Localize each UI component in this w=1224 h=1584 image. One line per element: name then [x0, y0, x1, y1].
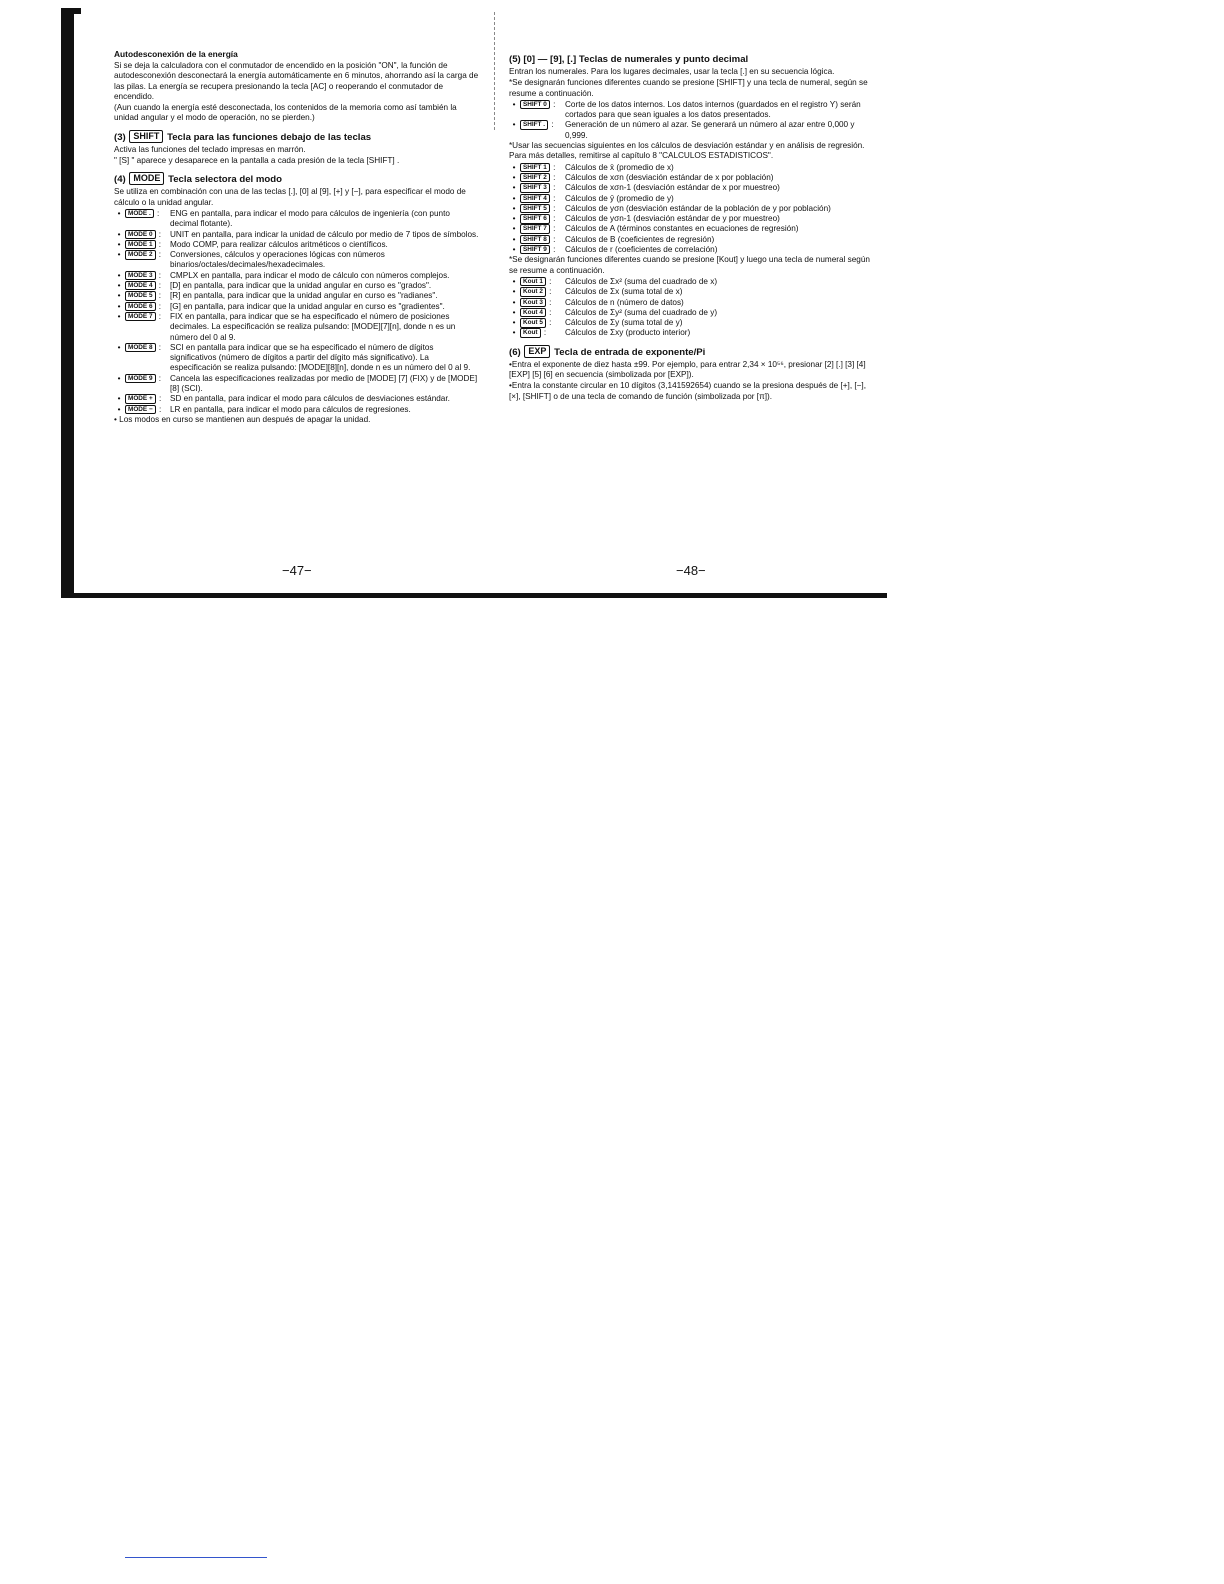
- key-sequence: MODE 1 :: [124, 240, 170, 250]
- list-item: [509, 194, 873, 204]
- list-item: [114, 209, 480, 230]
- section-3-number: (3): [114, 131, 126, 143]
- list-item: [114, 240, 480, 250]
- bullet-icon: •: [117, 394, 121, 404]
- section-6-text-1: •Entra el exponente de diez hasta ±99. Por ejemplo, para entrar 2,34 × 10⁵⁶, presionar [2] [.] [3] [4] [EXP] [5] [6] en secuencia (simbolizada por [EXP]).: [509, 359, 866, 380]
- list-item: [509, 100, 873, 121]
- list-item: [509, 173, 873, 183]
- bullet-icon: •: [117, 270, 121, 280]
- bullet-icon: •: [512, 99, 516, 109]
- list-item-text: Cálculos de yσn-1 (desviación estándar de y por muestreo): [565, 214, 780, 224]
- list-item: [509, 224, 873, 234]
- list-item-text: Cálculos de Σx² (suma del cuadrado de x): [565, 276, 718, 286]
- section-5-title: Teclas de numerales y punto decimal: [578, 54, 749, 65]
- list-item-text: Cálculos de yσn (desviación estándar de la población de y por población): [565, 203, 831, 213]
- key-sequence: SHIFT 6 :: [519, 214, 565, 224]
- auto-off-heading: Autodesconexión de la energía: [114, 49, 238, 59]
- bullet-icon: •: [117, 229, 121, 239]
- section-5-heading: [509, 54, 873, 66]
- key-sequence: MODE − :: [124, 405, 170, 415]
- bullet-icon: •: [117, 239, 121, 249]
- key-sequence: SHIFT 5 :: [519, 204, 565, 214]
- list-item: [114, 271, 480, 281]
- bullet-icon: •: [117, 342, 121, 352]
- section-5-text-1: Entran los numerales. Para los lugares decimales, usar la tecla [.] en su secuencia lógica.: [509, 67, 835, 76]
- bullet-icon: •: [512, 120, 516, 130]
- center-fold-mark: [494, 12, 495, 130]
- key-sequence: MODE 0 :: [124, 230, 170, 240]
- list-item-text: [R] en pantalla, para indicar que la unidad angular en curso es "radianes".: [170, 291, 438, 301]
- section-5-text-2: *Se designarán funciones diferentes cuando se presione [SHIFT] y una tecla de numeral, según se resume a continuación.: [509, 78, 868, 98]
- key-sequence: MODE 8 :: [124, 343, 170, 353]
- bullet-icon: •: [117, 301, 121, 311]
- list-item: [509, 120, 873, 141]
- list-item: [114, 302, 480, 312]
- list-item-text: Cálculos de Σy² (suma del cuadrado de y): [565, 307, 718, 317]
- section-6-title: Tecla de entrada de exponente/Pi: [554, 346, 706, 358]
- list-item: [114, 230, 480, 240]
- bullet-icon: •: [117, 373, 121, 383]
- key-sequence: MODE 7 :: [124, 312, 170, 322]
- list-item-text: Corte de los datos internos. Los datos internos (guardados en el registro Y) serán cortados para que sean iguales a los datos presentados.: [565, 99, 861, 120]
- list-item: [509, 163, 873, 173]
- list-item: [114, 291, 480, 301]
- list-item-text: Cálculos de r (coeficientes de correlación): [565, 245, 718, 255]
- list-item: [114, 394, 480, 404]
- list-item-text: SCI en pantalla para indicar que se ha especificado el número de dígitos significativos (número de dígitos a partir del dígito más significativo). La especificación se realiza pulsando: [MODE][8][n], donde n es un número del 0 al 9.: [170, 342, 471, 373]
- auto-off-note: (Aun cuando la energía esté desconectada, los contenidos de la memoria como así también la unidad angular y el modo de operación, no se pierden.): [114, 103, 457, 123]
- bullet-icon: •: [512, 234, 516, 244]
- list-item-text: [G] en pantalla, para indicar que la unidad angular en curso es "gradientes".: [170, 301, 445, 311]
- list-item-text: Conversiones, cálculos y operaciones lógicas con números binarios/octales/decimales/hexadecimales.: [170, 250, 385, 270]
- key-sequence: Kout 1 :: [519, 277, 565, 287]
- list-item-text: [D] en pantalla, para indicar que la unidad angular en curso es "grados".: [170, 281, 432, 291]
- bullet-icon: •: [117, 404, 121, 414]
- kout-list: [509, 277, 873, 339]
- bullet-icon: •: [117, 208, 121, 218]
- section-4-title: Tecla selectora del modo: [168, 174, 282, 186]
- list-item: [114, 374, 480, 395]
- list-item: [509, 245, 873, 255]
- list-item-text: CMPLX en pantalla, para indicar el modo de cálculo con números complejos.: [170, 270, 450, 280]
- list-item: [509, 183, 873, 193]
- key-sequence: Kout 4 :: [519, 308, 565, 318]
- section-4-number: (4): [114, 174, 126, 186]
- key-sequence: MODE 6 :: [124, 302, 170, 312]
- list-item: [114, 343, 480, 374]
- list-item-text: UNIT en pantalla, para indicar la unidad de cálculo por medio de 7 tipos de símbolos.: [170, 229, 479, 239]
- list-item-text: Cálculos de A (términos constantes en ecuaciones de regresión): [565, 224, 799, 234]
- key-sequence: MODE 2 :: [124, 250, 170, 260]
- bullet-icon: •: [512, 318, 516, 328]
- key-sequence: SHIFT 9 :: [519, 245, 565, 255]
- section-5-text-4: *Se designarán funciones diferentes cuando se presione [Kout] y luego una tecla de numeral según se resume a continuación.: [509, 255, 870, 275]
- page-number-47: −47−: [282, 563, 312, 578]
- binding-spine: [61, 8, 74, 598]
- bullet-icon: •: [512, 162, 516, 172]
- key-sequence: SHIFT 8 :: [519, 235, 565, 245]
- section-6-text-2: •Entra la constante circular en 10 dígitos (3,141592654) cuando se la presiona después de [+], [−], [×], [SHIFT] o de una tecla de comando de función (simbolizada por [π]).: [509, 381, 866, 401]
- bullet-icon: •: [512, 172, 516, 182]
- key-sequence: Kout 3 :: [519, 298, 565, 308]
- list-item: [509, 277, 873, 287]
- list-item-text: Cálculos de x̄ (promedio de x): [565, 162, 674, 172]
- key-sequence: Kout 5 :: [519, 318, 565, 328]
- section-3-title: Tecla para las funciones debajo de las teclas: [167, 131, 372, 143]
- footer-link-underline: [125, 1557, 267, 1558]
- list-item: [114, 281, 480, 291]
- key-sequence: MODE 4 :: [124, 281, 170, 291]
- section-4-intro: Se utiliza en combinación con una de las teclas [.], [0] al [9], [+] y [−], para especificar el modo de cálculo o la unidad angular.: [114, 187, 466, 207]
- list-item: [114, 312, 480, 343]
- list-item-text: SD en pantalla, para indicar el modo para cálculos de desviaciones estándar.: [170, 394, 450, 404]
- bullet-icon: •: [512, 193, 516, 203]
- key-sequence: Kout :: [519, 328, 565, 338]
- bullet-icon: •: [117, 311, 121, 321]
- key-sequence: SHIFT 7 :: [519, 224, 565, 234]
- bullet-icon: •: [117, 281, 121, 291]
- section-3-heading: [114, 130, 480, 144]
- section-5-text-3: *Usar las secuencias siguientes en los cálculos de desviación estándar y en análisis de regresión. Para más detalles, remitirse al capítulo 8 "CALCULOS ESTADISTICOS".: [509, 141, 865, 161]
- mode-final-note: • Los modos en curso se mantienen aun después de apagar la unidad.: [114, 414, 371, 424]
- section-6-heading: [509, 345, 873, 359]
- key-sequence: SHIFT 0 :: [519, 100, 565, 110]
- bullet-icon: •: [512, 307, 516, 317]
- list-item: [509, 328, 873, 338]
- key-sequence: MODE 5 :: [124, 291, 170, 301]
- section-3-text-1: Activa las funciones del teclado impresas en marrón.: [114, 144, 306, 154]
- shift-key-icon: SHIFT: [129, 130, 163, 143]
- key-sequence: SHIFT 2 :: [519, 173, 565, 183]
- list-item-text: FIX en pantalla, para indicar que se ha especificado el número de posiciones decimales. La especificación se realiza pulsando: [MODE][7][n], donde n es un número del 0 al 9.: [170, 311, 456, 342]
- key-sequence: SHIFT 4 :: [519, 194, 565, 204]
- list-item: [509, 318, 873, 328]
- auto-off-paragraph: Si se deja la calculadora con el conmutador de encendido en la posición "ON", la función de autodesconexión desconectará la energía automáticamente en 6 minutos, ahorrando así la carga de las pilas. La energía se recupera presionando la tecla [AC] o reoperando el conmutador de encendido.: [114, 61, 479, 101]
- list-item-text: ENG en pantalla, para indicar el modo para cálculos de ingeniería (con punto decimal flotante).: [170, 208, 450, 229]
- mode-key-icon: MODE: [129, 172, 164, 185]
- list-item-text: Cálculos de n (número de datos): [565, 297, 684, 307]
- bullet-icon: •: [512, 183, 516, 193]
- bullet-icon: •: [117, 250, 121, 260]
- list-item: [114, 250, 480, 271]
- list-item-text: Cálculos de xσn (desviación estándar de x por población): [565, 172, 774, 182]
- list-item-text: Cancela las especificaciones realizadas por medio de [MODE] [7] (FIX) y de [MODE] [8] (SCI).: [170, 373, 478, 394]
- page-47: [114, 48, 480, 426]
- bullet-icon: •: [512, 328, 516, 338]
- bullet-icon: •: [117, 291, 121, 301]
- bullet-icon: •: [512, 203, 516, 213]
- bullet-icon: •: [512, 287, 516, 297]
- exp-key-icon: EXP: [524, 345, 550, 358]
- bullet-icon: •: [512, 276, 516, 286]
- binding-spine-cap: [61, 8, 81, 14]
- key-sequence: SHIFT 1 :: [519, 163, 565, 173]
- key-sequence: MODE 3 :: [124, 271, 170, 281]
- bullet-icon: •: [512, 245, 516, 255]
- list-item-text: Modo COMP, para realizar cálculos aritméticos o científicos.: [170, 239, 388, 249]
- list-item: [509, 204, 873, 214]
- list-item-text: Cálculos de Σy (suma total de y): [565, 318, 683, 328]
- numeral-keys-label: [0] — [9], [.]: [523, 54, 577, 65]
- key-sequence: MODE + :: [124, 394, 170, 404]
- key-sequence: SHIFT 3 :: [519, 183, 565, 193]
- mode-list: [114, 209, 480, 415]
- list-item-text: LR en pantalla, para indicar el modo para cálculos de regresiones.: [170, 404, 411, 414]
- key-sequence: Kout 2 :: [519, 287, 565, 297]
- list-item: [114, 405, 480, 415]
- key-sequence: MODE 9 :: [124, 374, 170, 384]
- bullet-icon: •: [512, 297, 516, 307]
- section-4-heading: [114, 172, 480, 186]
- page-number-48: −48−: [676, 563, 706, 578]
- bullet-icon: •: [512, 224, 516, 234]
- section-3-text-2: " [S] " aparece y desaparece en la pantalla a cada presión de la tecla [SHIFT] .: [114, 156, 400, 166]
- list-item: [509, 308, 873, 318]
- list-item-text: Cálculos de xσn-1 (desviación estándar de x por muestreo): [565, 183, 780, 193]
- stat-list: [509, 163, 873, 256]
- list-item-text: Cálculos de Σxy (producto interior): [565, 328, 691, 338]
- list-item-text: Cálculos de ȳ (promedio de y): [565, 193, 674, 203]
- page-48: [509, 48, 873, 403]
- list-item: [509, 214, 873, 224]
- list-item: [509, 287, 873, 297]
- key-sequence: SHIFT . :: [519, 120, 565, 130]
- list-item-text: Cálculos de Σx (suma total de x): [565, 287, 683, 297]
- section-6-number: (6): [509, 346, 521, 358]
- list-item-text: Cálculos de B (coeficientes de regresión): [565, 234, 715, 244]
- list-item: [509, 235, 873, 245]
- bullet-icon: •: [512, 214, 516, 224]
- list-item: [509, 298, 873, 308]
- list-item-text: Generación de un número al azar. Se generará un número al azar entre 0,000 y 0,999.: [565, 120, 855, 140]
- shift-list: [509, 100, 873, 141]
- key-sequence: MODE . :: [124, 209, 170, 219]
- page-bottom-rule: [61, 593, 887, 598]
- section-5-number: (5): [509, 54, 521, 65]
